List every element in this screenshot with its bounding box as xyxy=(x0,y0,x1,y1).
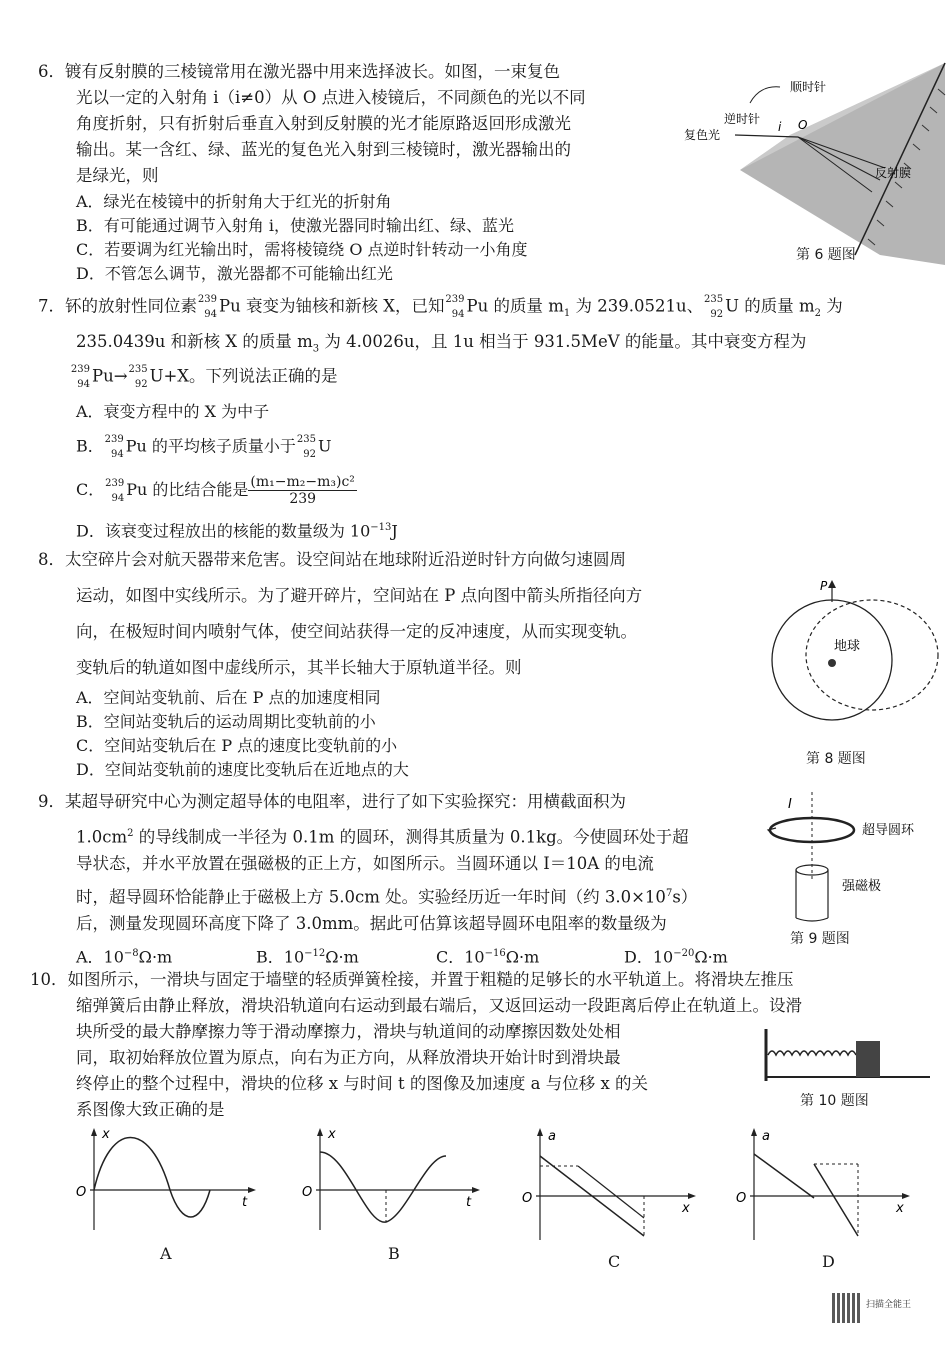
q6-line: 6．镀有反射膜的三棱镜常用在激光器中用来选择波长。如图，一束复色 xyxy=(38,62,560,81)
svg-text:O: O xyxy=(736,1191,747,1206)
svg-text:a: a xyxy=(548,1129,556,1144)
q9-line: $1.0cm^2$ 的导线制成一半径为 0.1m 的圆环，测得其质量为 0.1kg。今使圆环处于超 xyxy=(76,827,689,847)
svg-text:x: x xyxy=(896,1201,904,1216)
graph-b-curve xyxy=(320,1152,446,1222)
q7-option-c: C． 239 94 Pu 的比结合能是 $\frac{\text{(m₁−m₂−m₃)c²}}{239}$ xyxy=(76,474,355,507)
q7-option-b: B． 239 94 Pu 的平均核子质量小于 235 92 U xyxy=(76,434,332,460)
label-o: O xyxy=(798,118,808,132)
label-i: i xyxy=(778,120,782,134)
q9-line: 后，测量发现圆环高度下降了 3.0mm。据此可估算该超导圆环电阻率的数量级为 xyxy=(76,914,667,933)
label-ring: 超导圆环 xyxy=(862,823,915,838)
q8-orbit-figure xyxy=(762,570,942,730)
graph-d-line xyxy=(754,1154,814,1198)
q8-line: 变轨后的轨道如图中虚线所示，其半长轴大于原轨道半径。则 xyxy=(76,658,522,677)
q6-option-a: A．绿光在棱镜中的折射角大于红光的折射角 xyxy=(76,192,392,211)
q6-prism-figure xyxy=(680,55,950,270)
q9-option-d: D．$10^{-20}\Omega\cdot m$ xyxy=(624,947,728,967)
q9-caption: 第 9 题图 xyxy=(790,931,850,947)
label-clockwise: 顺时针 xyxy=(790,80,827,94)
svg-text:x: x xyxy=(682,1201,690,1216)
u-isotope: 235 92 xyxy=(704,294,724,320)
spring xyxy=(768,1051,856,1055)
q10-line: 10．如图所示，一滑块与固定于墙壁的轻质弹簧栓接，并置于粗糙的足够长的水平轨道上。将滑块左推压 xyxy=(30,970,794,989)
svg-text:x: x xyxy=(102,1127,110,1142)
q7-text: 为 xyxy=(821,296,843,316)
q10-caption: 第 10 题图 xyxy=(800,1093,869,1109)
label-p: P xyxy=(820,579,828,593)
label-film: 反射膜 xyxy=(875,166,912,180)
q10-line: 终停止的整个过程中，滑块的位移 x 与时间 t 的图像及加速度 a 与位移 x 的关 xyxy=(76,1074,649,1093)
q10-spring-figure xyxy=(760,1025,940,1085)
svg-text:t: t xyxy=(242,1195,248,1210)
q9-option-c: C．$10^{-16}\Omega\cdot m$ xyxy=(436,947,540,967)
pu-isotope: 239 94 xyxy=(197,294,217,320)
q7-text: Pu 的质量 m xyxy=(466,296,564,316)
q10-line: 块所受的最大静摩擦力等于滑动摩擦力，滑块与轨道间的动摩擦因数处处相 xyxy=(76,1022,621,1041)
q6-line: 角度折射，只有折射后垂直入射到反射膜的光才能原路返回形成激光 xyxy=(76,114,571,133)
scanner-watermark: 扫描全能王 xyxy=(866,1300,912,1310)
q7-text: 7．钚的放射性同位素 xyxy=(38,296,197,316)
svg-text:O: O xyxy=(302,1185,313,1200)
q9-magnet-figure xyxy=(762,790,942,925)
graph-a-curve xyxy=(94,1138,210,1218)
label-magnet: 强磁极 xyxy=(842,879,882,894)
q7-text: 衰变为铀核和新核 X，已知 xyxy=(240,296,445,316)
rotation-arrow-icon xyxy=(750,87,780,103)
svg-text:x: x xyxy=(328,1127,336,1142)
new-orbit xyxy=(806,600,938,710)
graph-b xyxy=(296,1126,486,1236)
label-counterclockwise: 逆时针 xyxy=(724,112,761,126)
q6-option-b: B．有可能通过调节入射角 i，使激光器同时输出红、绿、蓝光 xyxy=(76,216,514,235)
q7-option-d: D．该衰变过程放出的核能的数量级为 $10^{-13}J$ xyxy=(76,521,398,541)
q6-line: 是绿光，则 xyxy=(76,166,159,185)
magnet-body xyxy=(796,918,828,921)
q9-line: 导状态，并水平放置在强磁极的正上方，如图所示。当圆环通以 I＝10A 的电流 xyxy=(76,854,654,873)
incident-ray xyxy=(735,135,798,137)
q7-line-3: 239 94 Pu→ 235 92 U+X。下列说法正确的是 xyxy=(70,364,338,390)
q10-line: 系图像大致正确的是 xyxy=(76,1100,225,1119)
q7-option-a: A．衰变方程中的 X 为中子 xyxy=(76,402,270,421)
q8-line: 向，在极短时间内喷射气体，使空间站获得一定的反冲速度，从而实现变轨。 xyxy=(76,622,637,641)
q8-option-d: D．空间站变轨前的速度比变轨后在近地点的大 xyxy=(76,760,409,779)
pu-isotope: 239 94 xyxy=(70,364,90,390)
graph-b-label: B xyxy=(388,1244,400,1263)
slider-block xyxy=(856,1041,880,1077)
graph-c-label: C xyxy=(608,1252,621,1271)
q8-caption: 第 8 题图 xyxy=(806,751,866,767)
graph-a xyxy=(70,1126,260,1236)
u-isotope: 235 92 xyxy=(128,364,148,390)
graph-c xyxy=(516,1126,706,1246)
svg-text:t: t xyxy=(466,1195,472,1210)
earth-dot xyxy=(828,659,836,667)
q8-option-c: C．空间站变轨后在 P 点的速度比变轨前的小 xyxy=(76,736,398,755)
q7-text: 为 239.0521u、 xyxy=(570,296,704,316)
label-current: I xyxy=(788,797,792,812)
q9-option-a: A．$10^{-8}\Omega\cdot m$ xyxy=(76,947,173,967)
graph-d xyxy=(730,1126,920,1246)
binding-energy-fraction: $\frac{\text{(m₁−m₂−m₃)c²}}{239}$ xyxy=(250,474,355,507)
prism-shape xyxy=(740,63,945,265)
q9-option-b: B．$10^{-12}\Omega\cdot m$ xyxy=(256,947,359,967)
q8-option-a: A．空间站变轨前、后在 P 点的加速度相同 xyxy=(76,688,381,707)
q7-line-1: 7．钚的放射性同位素 239 94 Pu 衰变为铀核和新核 X，已知 239 94 Pu 的质量 $m_1$ 为 239.0521u、 235 92 U 的质量 $m_2$ 为 xyxy=(38,294,843,320)
label-light: 复色光 xyxy=(684,128,721,142)
q8-line: 8．太空碎片会对航天器带来危害。设空间站在地球附近沿逆时针方向做匀速圆周 xyxy=(38,550,626,569)
q9-line: 9．某超导研究中心为测定超导体的电阻率，进行了如下实验探究：用横截面积为 xyxy=(38,792,626,811)
graph-d-label: D xyxy=(822,1252,835,1271)
label-earth: 地球 xyxy=(834,639,861,654)
q7-text: U 的质量 m xyxy=(725,296,815,316)
graph-a-label: A xyxy=(160,1244,172,1263)
q7-line-2: 235.0439u 和新核 X 的质量 $m_3$ 为 4.0026u，且 1u 相当于 931.5MeV 的能量。其中衰变方程为 xyxy=(76,332,807,355)
svg-text:O: O xyxy=(522,1191,533,1206)
q10-line: 同，取初始释放位置为原点，向右为正方向，从释放滑块开始计时到滑块最 xyxy=(76,1048,621,1067)
q6-line: 光以一定的入射角 i（i≠0）从 O 点进入棱镜后，不同颜色的光以不同 xyxy=(76,88,586,107)
q9-line: 时，超导圆环恰能静止于磁极上方 5.0cm 处。实验经历近一年时间（约 $3.0\times 10^7s$） xyxy=(76,887,698,907)
pu-isotope: 239 94 xyxy=(445,294,465,320)
q7-text: Pu xyxy=(219,296,241,316)
q6-caption: 第 6 题图 xyxy=(796,247,856,263)
svg-text:O: O xyxy=(76,1185,87,1200)
q6-option-d: D．不管怎么调节，激光器都不可能输出红光 xyxy=(76,264,393,283)
q6-option-c: C．若要调为红光输出时，需将棱镜绕 O 点逆时针转动一小角度 xyxy=(76,240,528,259)
qr-code-icon xyxy=(832,1293,862,1323)
q6-line: 输出。某一含红、绿、蓝光的复色光入射到三棱镜时，激光器输出的 xyxy=(76,140,571,159)
svg-text:a: a xyxy=(762,1129,770,1144)
q10-line: 缩弹簧后由静止释放，滑块沿轨道向右运动到最右端后，又返回运动一段距离后停止在轨道上。设滑 xyxy=(76,996,802,1015)
q8-option-b: B．空间站变轨后的运动周期比变轨前的小 xyxy=(76,712,376,731)
q8-line: 运动，如图中实线所示。为了避开碎片，空间站在 P 点向图中箭头所指径向方 xyxy=(76,586,643,605)
